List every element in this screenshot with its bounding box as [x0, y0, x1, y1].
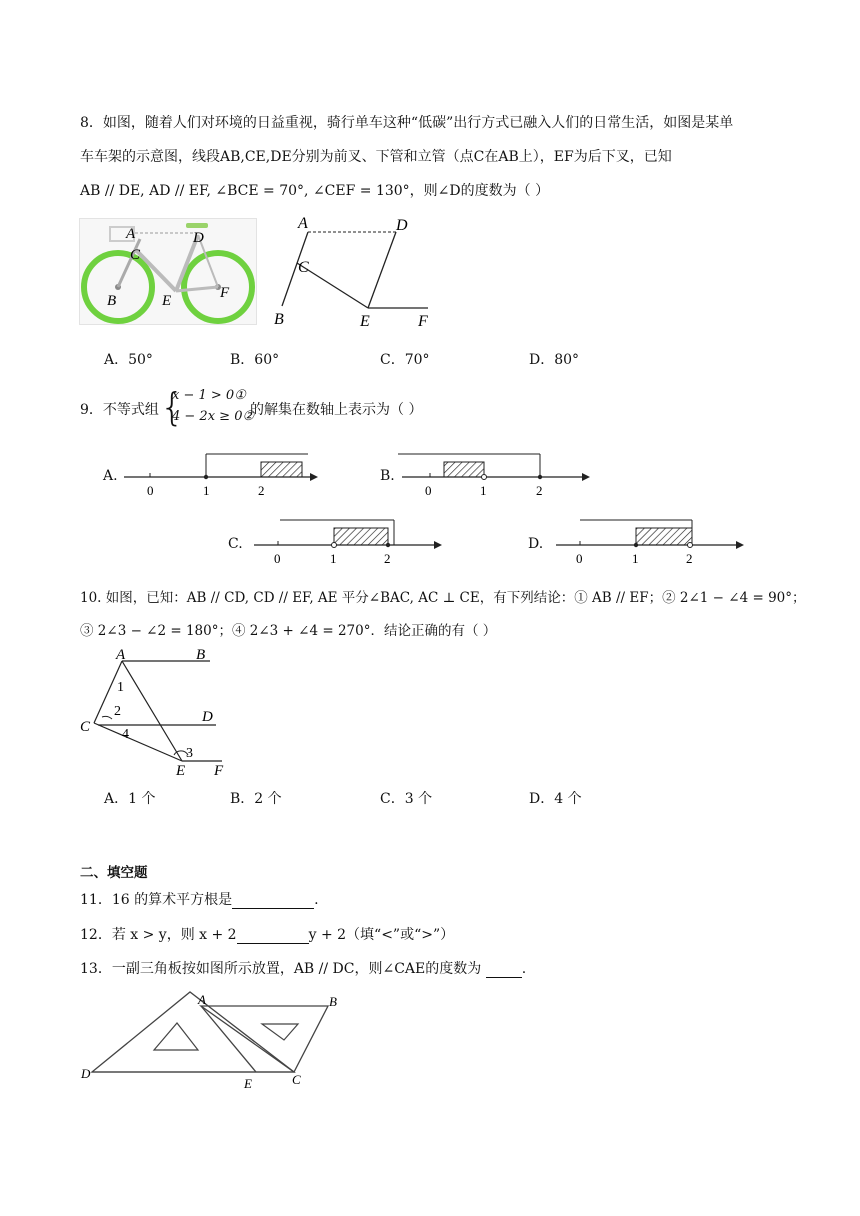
- bicycle-photo: [79, 218, 257, 325]
- q8-label-e: E: [360, 313, 370, 330]
- photo-label-d: D: [193, 230, 204, 246]
- q9-c-tick-1: 1: [330, 551, 337, 566]
- q9-b-tick-2: 2: [536, 483, 543, 498]
- photo-label-f: F: [220, 285, 230, 301]
- q9-suffix: 的解集在数轴上表示为（ ）: [250, 402, 423, 418]
- q9-option-d-letter[interactable]: D.: [528, 536, 544, 552]
- q8-label-f: F: [418, 313, 428, 330]
- q9-b-tick-1: 1: [480, 483, 487, 498]
- q11-text: 11．16 的算术平方根是: [80, 892, 233, 908]
- q10-option-d[interactable]: D．4 个: [529, 791, 582, 807]
- q8-option-a[interactable]: A．50°: [104, 352, 153, 368]
- q10-label-f: F: [214, 763, 224, 779]
- q9-number-line-a[interactable]: [120, 448, 330, 498]
- q9-option-a-letter[interactable]: A.: [103, 468, 118, 484]
- q12-text-after: y + 2（填“<”或“>”）: [308, 927, 455, 943]
- q9-option-c-letter[interactable]: C.: [228, 536, 243, 552]
- photo-label-a: A: [126, 226, 136, 242]
- q11-period: .: [314, 892, 319, 908]
- q9-c-tick-2: 2: [384, 551, 391, 566]
- q10-angle-1: 1: [117, 680, 124, 695]
- q9-inequality-2: 4 − 2x ≥ 0②: [172, 409, 255, 424]
- q8-diagram: [268, 212, 448, 332]
- section-title-fill-in: 二、填空题: [80, 865, 148, 881]
- photo-label-e: E: [162, 293, 172, 309]
- q9-d-tick-0: 0: [576, 551, 583, 566]
- q13-answer-blank[interactable]: [486, 961, 522, 978]
- q13-line: [80, 958, 526, 978]
- q12-text: 12．若 x > y，则 x + 2: [80, 927, 237, 943]
- q13-text: 13．一副三角板按如图所示放置，AB // DC，则∠CAE的度数为: [80, 961, 482, 977]
- q9-prefix: 9．不等式组: [80, 402, 159, 418]
- q13-label-b: B: [329, 994, 337, 1009]
- q9-a-tick-1: 1: [203, 483, 210, 498]
- q13-label-e: E: [244, 1076, 252, 1091]
- q10-angle-2: 2: [114, 704, 121, 719]
- q8-line3: AB // DE, AD // EF, ∠BCE = 70°, ∠CEF = 130°，则∠D的度数为（ ）: [80, 183, 550, 199]
- q10-diagram: [76, 645, 246, 780]
- q10-label-a: A: [116, 647, 126, 663]
- photo-label-b: B: [107, 293, 117, 309]
- q10-label-b: B: [196, 647, 206, 663]
- q8-label-a: A: [298, 215, 308, 232]
- q10-option-b[interactable]: B．2 个: [230, 791, 282, 807]
- q13-label-a: A: [198, 992, 206, 1007]
- q10-angle-4: 4: [122, 727, 129, 742]
- q9-b-tick-0: 0: [425, 483, 432, 498]
- q13-diagram: [78, 990, 348, 1090]
- q13-label-c: C: [292, 1072, 301, 1087]
- q10-label-e: E: [176, 763, 186, 779]
- q9-a-tick-0: 0: [147, 483, 154, 498]
- q9-d-tick-1: 1: [632, 551, 639, 566]
- photo-label-c: C: [130, 247, 141, 263]
- q8-line1: 8．如图，随着人们对环境的日益重视，骑行单车这种“低碳”出行方式已融入人们的日常生活，如图是某单: [80, 115, 734, 131]
- q12-line: [80, 924, 454, 944]
- q9-brace: {: [160, 385, 185, 429]
- q10-line2: ③ 2∠3 − ∠2 = 180°；④ 2∠3 + ∠4 = 270°．结论正确的有（ ）: [80, 623, 497, 639]
- q9-option-b-letter[interactable]: B.: [380, 468, 395, 484]
- q11-line: [80, 889, 319, 909]
- q12-answer-blank[interactable]: [237, 927, 309, 944]
- q9-inequality-1: x − 1 > 0①: [172, 388, 246, 403]
- q9-number-line-c[interactable]: [250, 514, 460, 564]
- q10-label-c: C: [80, 719, 91, 735]
- q9-c-tick-0: 0: [274, 551, 281, 566]
- q9-number-line-d[interactable]: [552, 514, 762, 564]
- q8-label-d: D: [396, 217, 408, 234]
- q9-number-line-b[interactable]: [398, 448, 608, 498]
- q13-label-d: D: [81, 1066, 91, 1081]
- q11-answer-blank[interactable]: [232, 892, 314, 909]
- q10-line1: 10. 如图，已知：AB // CD, CD // EF, AE 平分∠BAC, AC ⊥ CE，有下列结论：① AB // EF；② 2∠1 − ∠4 = 90°；: [80, 590, 806, 606]
- q9-d-tick-2: 2: [686, 551, 693, 566]
- q10-option-a[interactable]: A．1 个: [104, 791, 156, 807]
- q9-a-tick-2: 2: [258, 483, 265, 498]
- q10-angle-3: 3: [186, 746, 193, 761]
- q8-line2: 车车架的示意图，线段AB,CE,DE分别为前叉、下管和立管（点C在AB上），EF为后下叉，已知: [80, 149, 672, 165]
- q8-label-b: B: [274, 311, 284, 328]
- q8-option-b[interactable]: B．60°: [230, 352, 280, 368]
- q8-option-d[interactable]: D．80°: [529, 352, 580, 368]
- q8-label-c: C: [298, 259, 309, 276]
- q8-option-c[interactable]: C．70°: [380, 352, 430, 368]
- q13-period: .: [521, 961, 527, 977]
- q10-option-c[interactable]: C．3 个: [380, 791, 433, 807]
- q10-label-d: D: [202, 709, 213, 725]
